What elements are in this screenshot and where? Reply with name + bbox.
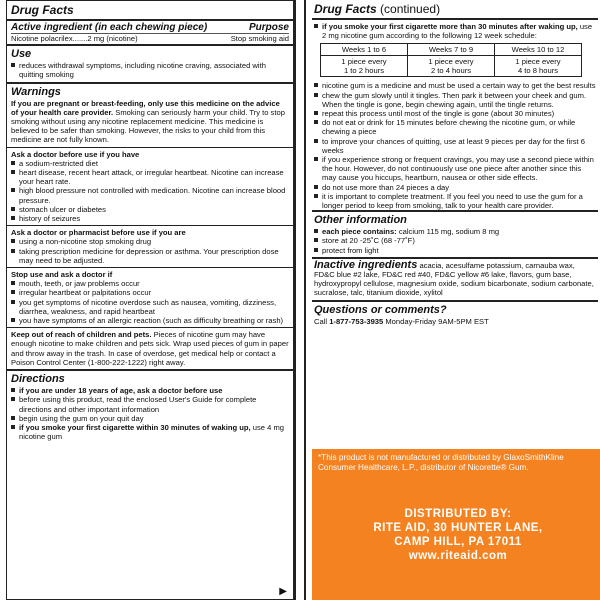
inactive-ingredients-section [312, 257, 598, 300]
schedule-table [320, 43, 582, 77]
list-item: irregular heartbeat or palpitations occur [11, 288, 289, 297]
keep-out-text: Pieces of nicotine gum may have enough nicotine to make children and pets sick. Wrap used pieces of gum in paper and throw away in the trash. In case of overdose, get medical help or contact a Poison Control Center (1-800-222-1222) right away. [11, 330, 289, 367]
list-item: do not eat or drink for 15 minutes before chewing the nicotine gum, or while chewing a piece [314, 118, 596, 136]
list-item: each piece contains: calcium 115 mg, sodium 8 mg [314, 227, 594, 236]
directions-section [7, 369, 293, 443]
keep-out-of-reach-section [7, 327, 293, 369]
drug-facts-continued-title: Drug Facts [314, 2, 377, 16]
list-item: using a non-nicotine stop smoking drug [11, 237, 289, 246]
drug-facts-right-panel [304, 0, 596, 600]
questions-heading: Questions or comments? [314, 303, 447, 316]
list-item: to improve your chances of quitting, use at least 9 pieces per day for the first 6 weeks [314, 137, 596, 155]
continued-arrow-icon: ▶ [279, 586, 287, 597]
list-item: if you smoke your first cigarette more than 30 minutes after waking up, use 2 mg nicotine gum according to the following 12 week schedule: [314, 22, 596, 40]
ask-pharmacist-section [7, 225, 293, 267]
ask-doctor-section [7, 147, 293, 226]
list-item: store at 20 -25˚C (68 -77˚F) [314, 236, 594, 245]
active-ingredient-value: Nicotine polacrilex.......2 mg (nicotine) [11, 34, 138, 43]
warnings-section [7, 82, 293, 147]
schedule-col: Weeks 7 to 9 1 piece every 2 to 4 hours [407, 44, 494, 76]
other-information-section [312, 210, 598, 257]
ask-doctor-heading: Ask a doctor before use if you have [11, 149, 140, 159]
list-item: taking prescription medicine for depression or asthma. Your prescription dose may need to be adjusted. [11, 247, 289, 265]
schedule-col: Weeks 1 to 6 1 piece every 1 to 2 hours [321, 44, 407, 76]
list-item: a sodium-restricted diet [11, 159, 289, 168]
distributor-address-line1: RITE AID, 30 HUNTER LANE, [373, 522, 543, 534]
use-section [7, 44, 293, 81]
right-panel-content [312, 0, 598, 328]
list-item: if you experience strong or frequent cravings, you may use a second piece within the hour. However, do not continuously use one piece after another since this may cause you hiccups, heartburn, nausea or other side effects. [314, 155, 596, 183]
list-item: if you are under 18 years of age, ask a doctor before use [11, 386, 289, 395]
questions-section: Questions or comments? Call 1-877-753-3935 Monday-Friday 9AM-5PM EST [312, 300, 598, 328]
list-item: you get symptoms of nicotine overdose such as nausea, vomiting, dizziness, diarrhea, weakness, and rapid heartbeat [11, 298, 289, 316]
list-item: begin using the gum on your quit day [11, 414, 289, 423]
stop-use-section [7, 267, 293, 327]
other-information-heading: Other information [314, 214, 407, 227]
list-item: it is important to complete treatment. If you feel you need to use the gum for a longer period to keep from smoking, talk to your health care provider. [314, 192, 596, 210]
use-heading: Use [11, 48, 32, 61]
drug-facts-left-panel [6, 0, 296, 600]
phone-hours: Monday-Friday 9AM-5PM EST [383, 316, 489, 326]
directions-heading: Directions [11, 373, 65, 386]
pregnant-warning-bold: If you are pregnant or breast-feeding, only use this medicine on the advice of your health care provider. [11, 98, 280, 117]
active-ingredient-heading: Active ingredient (in each chewing piece) [11, 22, 208, 33]
distributor-panel [312, 449, 600, 600]
purpose-heading: Purpose [248, 22, 289, 33]
warnings-heading: Warnings [11, 85, 61, 98]
keep-out-bold: Keep out of reach of children and pets. [11, 330, 152, 340]
phone-number: 1-877-753-3935 [329, 316, 384, 326]
list-item: mouth, teeth, or jaw problems occur [11, 279, 289, 288]
list-item: high blood pressure not controlled with medication. Nicotine can increase blood pressure. [11, 186, 289, 204]
distributed-by-heading: DISTRIBUTED BY: [404, 508, 512, 520]
list-item: repeat this process until most of the tingle is gone (about 30 minutes) [314, 109, 596, 118]
disclaimer-text: *This product is not manufactured or distributed by GlaxoSmithKline Consumer Healthcare, L.P., distributor of Nicorette® Gum. [318, 453, 564, 472]
purpose-value: Stop smoking aid [230, 34, 289, 43]
pregnant-warning-text: Smoking can seriously harm your child. Try to stop smoking without using any nicotine replacement medicine. This medicine is believed to be safer than smoking. However, the risks to your child from this medicine are not fully known. [11, 107, 285, 145]
distributor-address-line2: CAMP HILL, PA 17011 [394, 536, 522, 548]
list-item: before using this product, read the enclosed User's Guide for complete directions and other important information [11, 395, 289, 413]
directions-continued [312, 20, 598, 40]
use-item: reduces withdrawal symptoms, including nicotine craving, associated with quitting smoking [11, 61, 289, 79]
active-ingredient-section [7, 21, 293, 44]
list-item: do not use more than 24 pieces a day [314, 183, 596, 192]
list-item: nicotine gum is a medicine and must be used a certain way to get the best results [314, 81, 596, 90]
list-item: heart disease, recent heart attack, or irregular heartbeat. Nicotine can increase your heart rate. [11, 168, 289, 186]
inactive-ingredients-heading: Inactive ingredients [314, 258, 418, 271]
drug-facts-title: Drug Facts [11, 3, 74, 17]
list-item: stomach ulcer or diabetes [11, 205, 289, 214]
list-item: history of seizures [11, 214, 289, 223]
left-panel-frame [6, 0, 294, 600]
distributor-website: www.riteaid.com [408, 550, 508, 562]
ask-pharmacist-heading: Ask a doctor or pharmacist before use if you are [11, 228, 186, 238]
list-item: protect from light [314, 246, 594, 255]
list-item: if you smoke your first cigarette within 30 minutes of waking up, use 4 mg nicotine gum [11, 423, 289, 441]
stop-use-heading: Stop use and ask a doctor if [11, 270, 113, 280]
inactive-ingredients-text: acacia, acesulfame potassium, carnauba wax, FD&C blue #2 lake, FD&C red #40, FD&C yellow #6 lake, flavors, gum base, hydroxypropyl cellulose, magnesium oxide, sodium bicarbonate, sodium carbonate, sucralose, talc, titanium dioxide, xylitol [314, 260, 594, 298]
continued-label: (continued) [380, 2, 441, 16]
list-item: you have symptoms of an allergic reaction (such as difficulty breathing or rash) [11, 316, 289, 325]
directions-continued-list [312, 81, 598, 210]
schedule-col: Weeks 10 to 12 1 piece every 4 to 8 hours [494, 44, 581, 76]
list-item: chew the gum slowly until it tingles. Then park it between your cheek and gum. When the tingle is gone, begin chewing again, until the tingle returns. [314, 91, 596, 109]
